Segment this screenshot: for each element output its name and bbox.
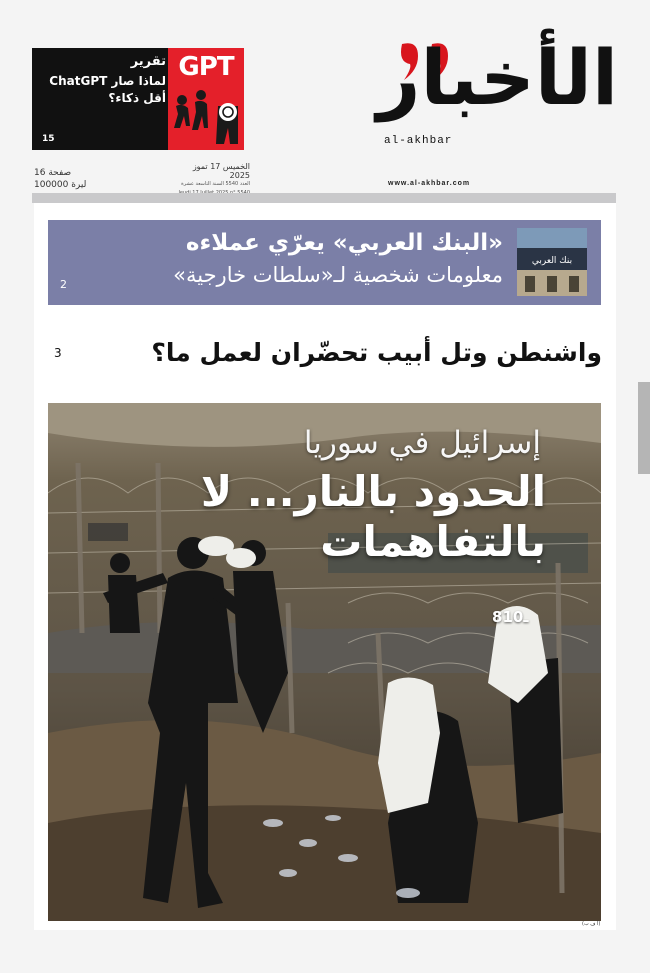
issue-number: العدد 5540 السنة التاسعة عشرة [181, 181, 250, 187]
website-url[interactable]: www.al-akhbar.com [388, 180, 471, 187]
banner-subheadline: معلومات شخصية لـ«سلطات خارجية» [173, 263, 503, 287]
promo-title: لماذا صار ChatGPT أقل ذكاء؟ [49, 74, 166, 105]
promo-text [38, 54, 166, 107]
promo-tag: تقرير [130, 54, 166, 69]
cover-headline: الحدود بالنار... لا بالتفاهمات [200, 467, 546, 566]
edition-meta [34, 167, 86, 191]
banner-page-number: 2 [60, 278, 67, 291]
promo-illustration [168, 48, 244, 150]
banner-headline: «البنك العربي» يعرّي عملاءه [185, 230, 503, 256]
page-count: 16 صفحة [34, 168, 72, 178]
masthead-logo[interactable]: الأخبار [376, 33, 618, 122]
promo-box[interactable] [32, 48, 244, 150]
bank-photo [517, 228, 587, 296]
cover-photo[interactable] [48, 403, 601, 921]
price: 100000 ليرة [34, 180, 87, 190]
issue-date: الخميس 17 تموز 2025 [192, 162, 250, 180]
header-divider [32, 193, 616, 203]
secondary-headline[interactable]: واشنطن وتل أبيب تحضّران لعمل ما؟ [151, 338, 602, 367]
secondary-page-number: 3 [54, 346, 62, 360]
banner-story[interactable] [48, 220, 601, 305]
promo-art-label: GPT [178, 52, 234, 82]
bank-sign-text: بنك العربي [531, 256, 573, 266]
cover-kicker: إسرائيل في سوريا [303, 425, 541, 461]
photo-credit: (أ ف ب) [582, 921, 601, 927]
promo-page-number: 15 [42, 134, 55, 144]
cover-page-range: 8ـ10 [492, 608, 529, 626]
masthead-logo-latin: al-akhbar [384, 135, 453, 147]
scrollbar-thumb[interactable] [638, 382, 650, 474]
